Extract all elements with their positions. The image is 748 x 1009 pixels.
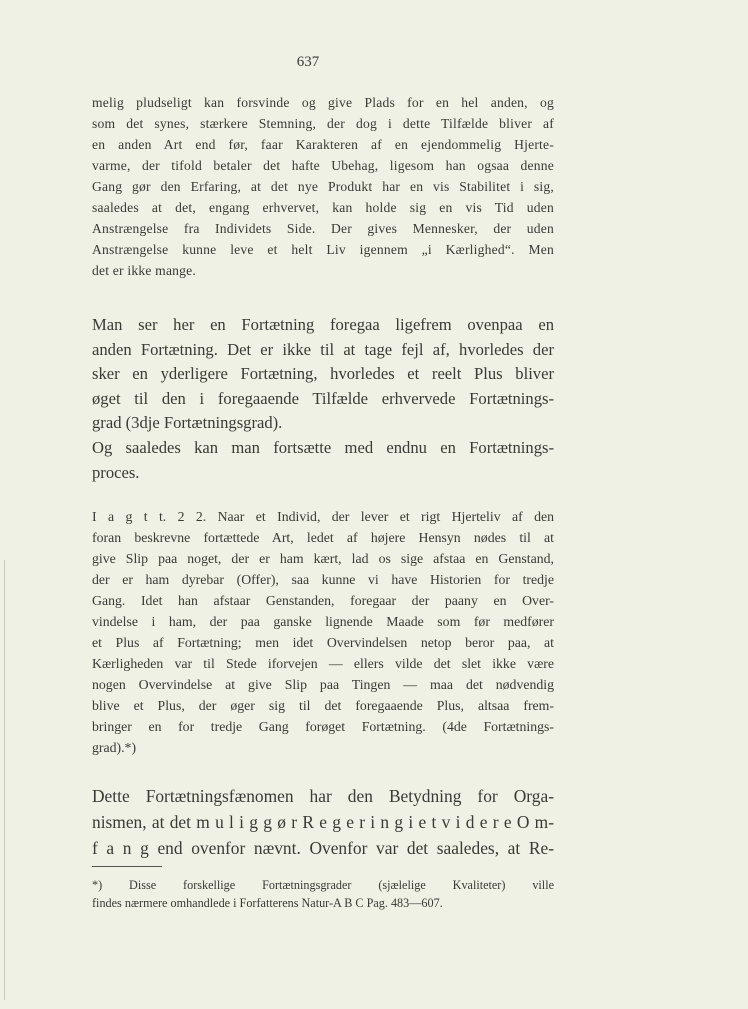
text-line: grad (3dje Fortætningsgrad). <box>92 413 283 433</box>
page-number: 637 <box>296 54 320 70</box>
footnote-divider <box>92 866 162 867</box>
text-line: nismen, at det m u l i g g ø r R e g e r i n g i e t v i d e r e O m- <box>92 812 554 832</box>
footnote-line: *) Disse forskellige Fortætningsgrader (sjælelige Kvaliteter) ville <box>92 878 554 892</box>
text-line: en anden Art end før, faar Karakteren af en ejendommelig Hjerte- <box>92 137 554 152</box>
text-line: varme, der tifold betaler det hafte Ubehag, ligesom han ogsaa denne <box>92 158 554 173</box>
paragraph-4 <box>92 783 554 861</box>
text-line: nogen Overvindelse at give Slip paa Tingen — maa det nødvendig <box>92 677 554 692</box>
text-line: Dette Fortætningsfænomen har den Betydning for Orga- <box>92 786 554 806</box>
text-line: vindelse i ham, der paa ganske lignende Maade som før medfører <box>92 614 554 629</box>
text-line: I a g t t. 2 2. Naar et Individ, der lever et rigt Hjerteliv af den <box>92 509 554 524</box>
text-line: melig pludseligt kan forsvinde og give Plads for en hel anden, og <box>92 95 554 110</box>
scan-edge-line <box>4 560 5 1000</box>
text-line: give Slip paa noget, der er ham kært, lad os sige afstaa en Genstand, <box>92 551 554 566</box>
text-line: f a n g end ovenfor nævnt. Ovenfor var det saaledes, at Re- <box>92 838 554 858</box>
text-line: foran beskrevne fortættede Art, ledet af højere Hensyn nødes til at <box>92 530 554 545</box>
paragraph-1 <box>92 92 554 281</box>
text-line: der er ham dyrebar (Offer), saa kunne vi have Historien for tredje <box>92 572 554 587</box>
text-line: blive et Plus, der øger sig til det foregaaende Plus, altsaa frem- <box>92 698 554 713</box>
footnote <box>92 876 554 912</box>
text-line: det er ikke mange. <box>92 263 196 278</box>
text-line: Gang. Idet han afstaar Genstanden, foregaar der paany en Over- <box>92 593 554 608</box>
text-line: anden Fortætning. Det er ikke til at tage fejl af, hvorledes der <box>92 339 554 359</box>
text-line: grad).*) <box>92 740 137 755</box>
paragraph-observation-22 <box>92 506 554 758</box>
text-line: bringer en for tredje Gang forøget Fortætning. (4de Fortætnings- <box>92 719 554 734</box>
footnote-line: findes nærmere omhandlede i Forfatterens Natur-A B C Pag. 483—607. <box>92 896 443 910</box>
text-line: saaledes at det, engang erhvervet, kan holde sig en vis Tid uden <box>92 200 554 215</box>
text-line: sker en yderligere Fortætning, hvorledes et reelt Plus bliver <box>92 364 554 384</box>
text-line: Og saaledes kan man fortsætte med endnu en Fortætnings- <box>92 437 554 457</box>
text-line: Man ser her en Fortætning foregaa ligefrem ovenpaa en <box>92 315 554 334</box>
text-line: Kærligheden var til Stede iforvejen — ellers vilde det slet ikke være <box>92 656 554 671</box>
text-line: Anstrængelse fra Individets Side. Der gives Mennesker, der uden <box>92 221 554 236</box>
text-line: et Plus af Fortætning; men idet Overvindelsen netop beror paa, at <box>92 635 554 650</box>
text-line: øget til den i foregaaende Tilfælde erhvervede Fortætnings- <box>92 388 554 408</box>
text-line: Anstrængelse kunne leve et helt Liv igennem „i Kærlighed“. Men <box>92 242 554 257</box>
text-line: proces. <box>92 462 140 482</box>
text-line: som det synes, stærkere Stemning, der dog i dette Tilfælde bliver af <box>92 116 554 131</box>
paragraph-2 <box>92 313 554 485</box>
text-line: Gang gør den Erfaring, at det nye Produkt har en vis Stabilitet i sig, <box>92 179 554 194</box>
